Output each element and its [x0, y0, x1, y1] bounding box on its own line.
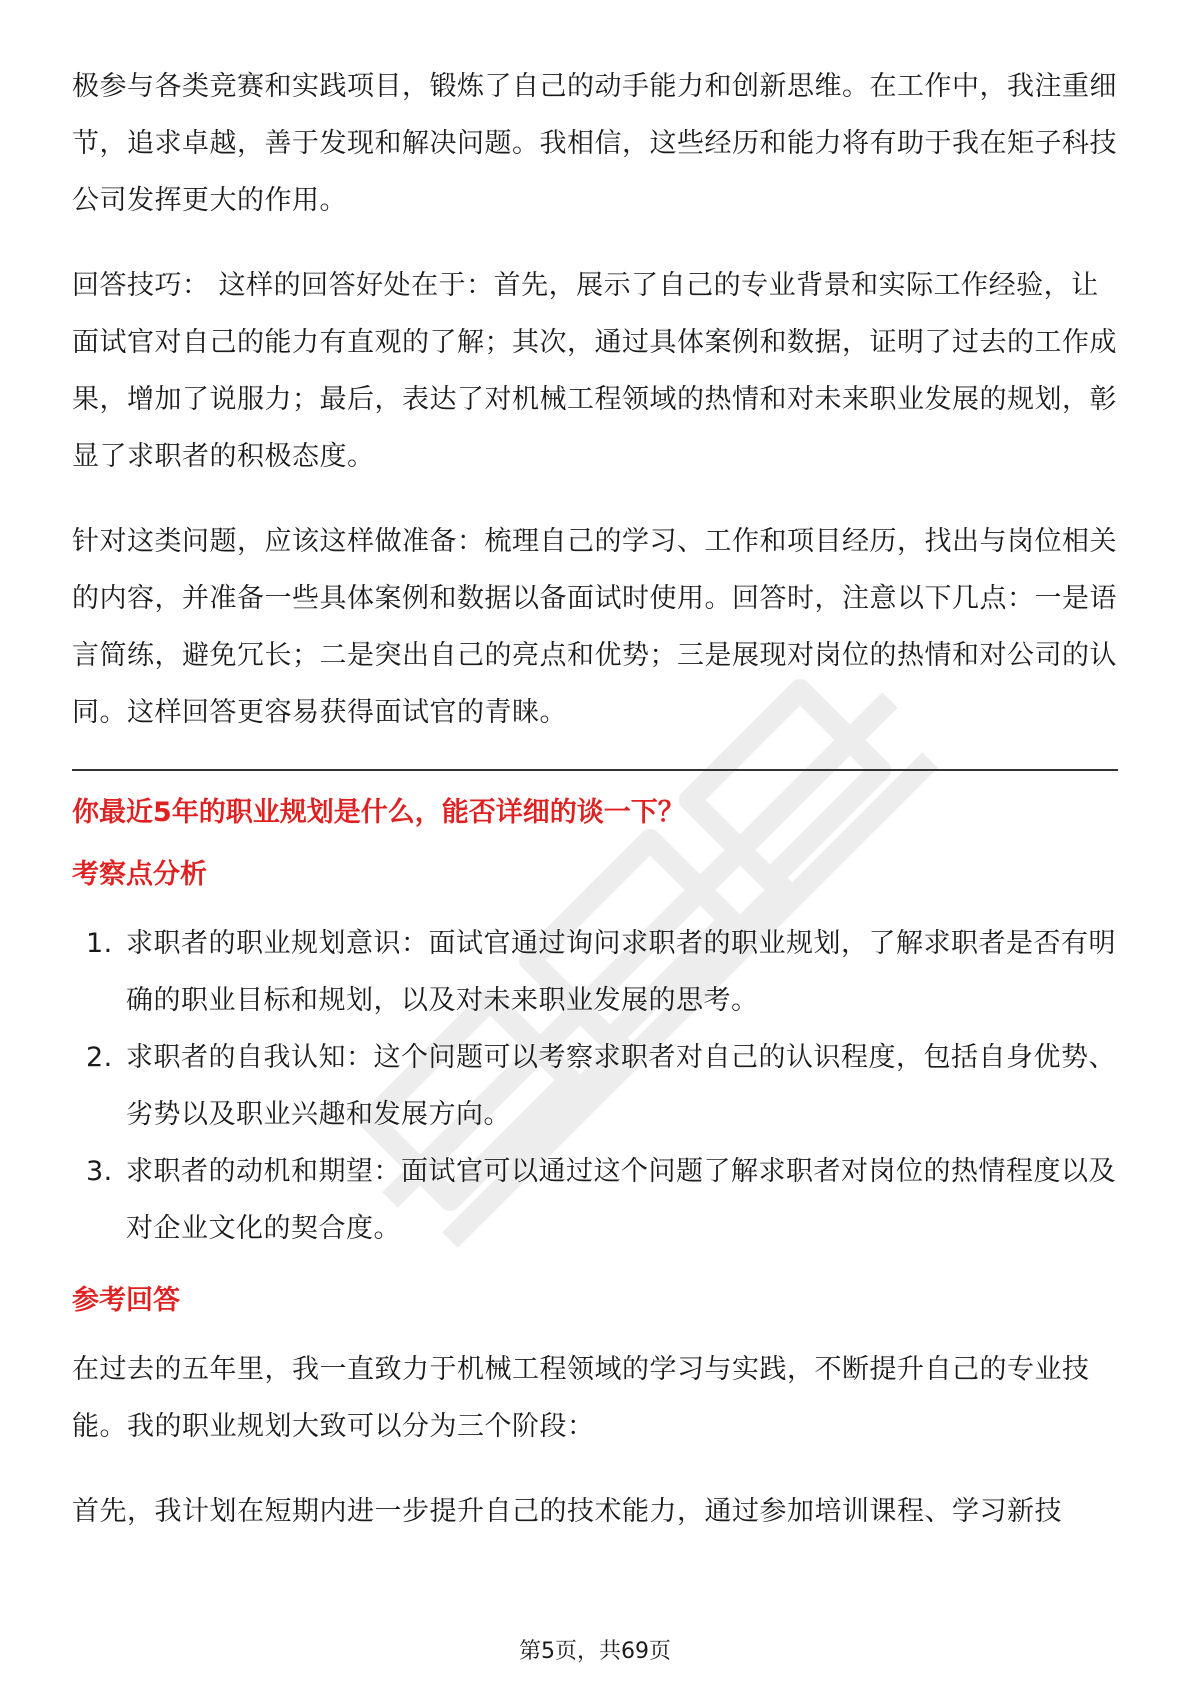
- paragraph-preparation: 针对这类问题，应该这样做准备：梳理自己的学习、工作和项目经历，找出与岗位相关的内容，并准备一些具体案例和数据以备面试时使用。回答时，注意以下几点：一是语言简练，避免冗长；二是突出自己的亮点和优势；三是展现对岗位的热情和对公司的认同。这样回答更容易获得面试官的青睐。: [72, 526, 1117, 728]
- list-item-text: 求职者的职业规划意识：面试官通过询问求职者的职业规划，了解求职者是否有明确的职业目标和规划，以及对未来职业发展的思考。: [126, 928, 1116, 1016]
- paragraph-answer-tips: 回答技巧： 这样的回答好处在于：首先，展示了自己的专业背景和实际工作经验，让面试官对自己的能力有直观的了解；其次，通过具体案例和数据，证明了过去的工作成果，增加了说服力；最后，表达了对机械工程领域的热情和对未来职业发展的规划，彰显了求职者的积极态度。: [72, 270, 1117, 472]
- list-item-text: 求职者的动机和期望：面试官可以通过这个问题了解求职者对岗位的热情程度以及对企业文化的契合度。: [126, 1156, 1116, 1244]
- reference-paragraph: 在过去的五年里，我一直致力于机械工程领域的学习与实践，不断提升自己的专业技能。我的职业规划大致可以分为三个阶段：: [72, 1354, 1090, 1442]
- paragraph-intro-end: 极参与各类竞赛和实践项目，锻炼了自己的动手能力和创新思维。在工作中，我注重细节，追求卓越，善于发现和解决问题。我相信，这些经历和能力将有助于我在矩子科技公司发挥更大的作用。: [72, 71, 1117, 216]
- list-item-number: 1.: [86, 928, 113, 959]
- list-item: [72, 915, 1118, 1029]
- main-content: [72, 58, 1118, 1568]
- question-title: 你最近5年的职业规划是什么，能否详细的谈一下？: [72, 797, 685, 828]
- list-item-number: 2.: [86, 1042, 113, 1073]
- list-item-number: 3.: [86, 1156, 113, 1187]
- analysis-heading: 考察点分析: [72, 859, 207, 890]
- section-divider: [72, 769, 1118, 771]
- analysis-list: [72, 915, 1118, 1257]
- list-item-text: 求职者的自我认知：这个问题可以考察求职者对自己的认识程度，包括自身优势、劣势以及职业兴趣和发展方向。: [126, 1042, 1116, 1130]
- list-item: [72, 1029, 1118, 1143]
- list-item: [72, 1143, 1118, 1257]
- reference-paragraph: 首先，我计划在短期内进一步提升自己的技术能力，通过参加培训课程、学习新技: [72, 1496, 1062, 1527]
- reference-heading: 参考回答: [72, 1285, 180, 1316]
- page-number-footer: 第5页，共69页: [519, 1639, 671, 1664]
